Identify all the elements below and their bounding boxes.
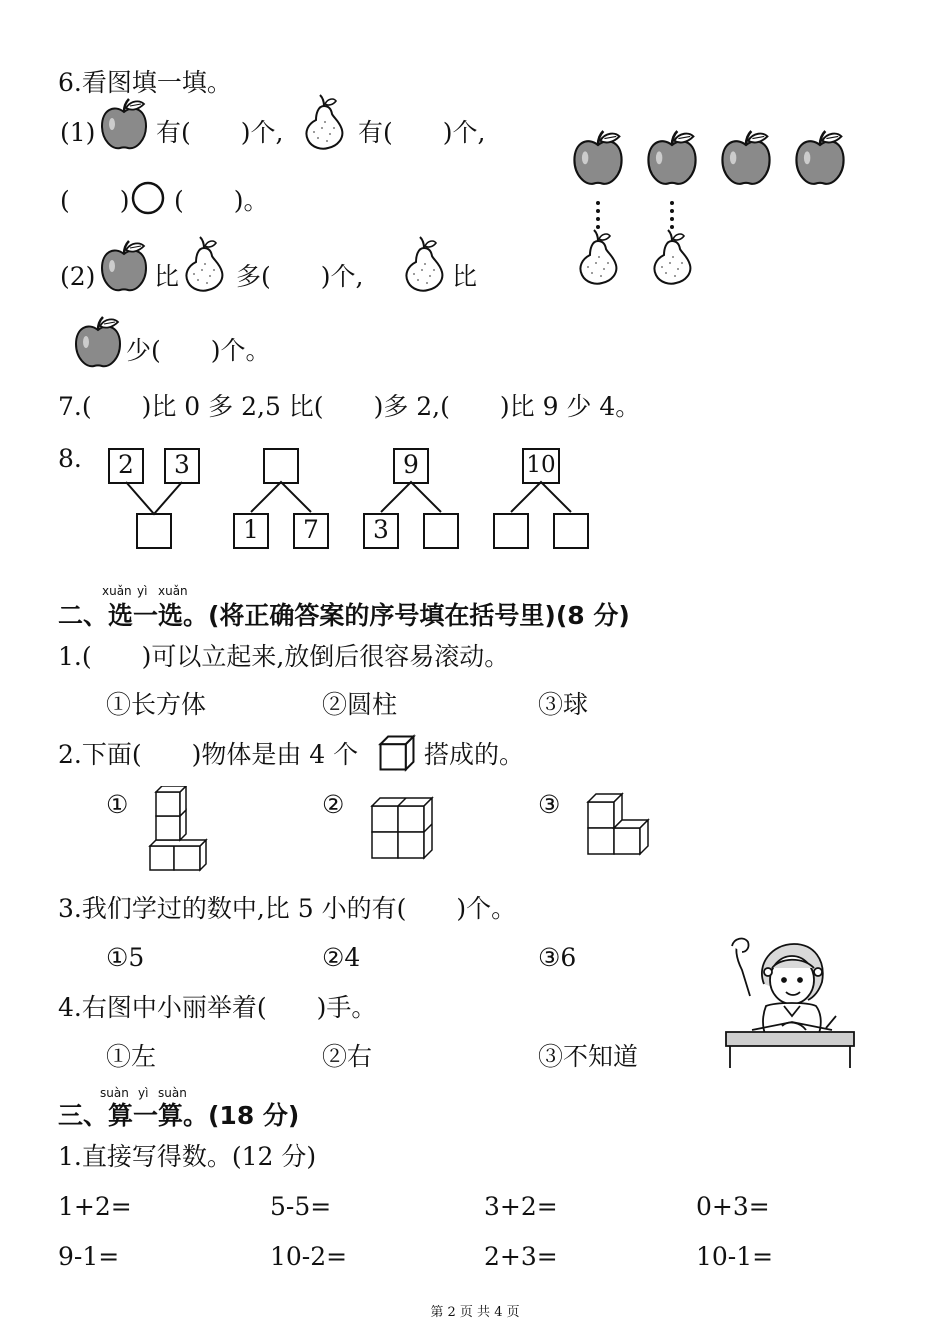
section3-heading: 三、算一算。(18 分) bbox=[58, 1101, 300, 1130]
fruit-picture bbox=[570, 130, 870, 310]
q6-p2-shao: 少( )个。 bbox=[126, 336, 271, 365]
s2-q4-option-3[interactable]: ③不知道 bbox=[538, 1042, 639, 1071]
apple-icon bbox=[792, 130, 848, 190]
compare-circle-icon bbox=[130, 180, 166, 216]
s2-q1-text: 1.( )可以立起来,放倒后很容易滚动。 bbox=[58, 642, 510, 671]
s2-q1-option-2[interactable]: ②圆柱 bbox=[322, 690, 398, 719]
s2-q4-text: 4.右图中小丽举着( )手。 bbox=[58, 993, 377, 1022]
calc-1-3[interactable]: 3+2= bbox=[484, 1192, 558, 1221]
dotted-line bbox=[668, 200, 676, 230]
pear-icon bbox=[574, 228, 622, 288]
apple-icon bbox=[570, 130, 626, 190]
girl-raising-hand-illustration bbox=[722, 936, 862, 1071]
section2-pinyin-2: yì bbox=[137, 584, 148, 598]
apple-icon bbox=[718, 130, 774, 190]
tree4-top-box: 10 bbox=[522, 448, 560, 484]
pear-icon bbox=[180, 236, 228, 294]
s2-q3-option-3[interactable]: ③6 bbox=[538, 943, 577, 972]
tree3-top-box: 9 bbox=[393, 448, 429, 484]
calc-2-3[interactable]: 2+3= bbox=[484, 1242, 558, 1271]
s2-q2-text-before: 2.下面( )物体是由 4 个 bbox=[58, 740, 359, 769]
pear-icon bbox=[648, 228, 696, 288]
s2-q2-option-2[interactable]: ② bbox=[322, 790, 345, 819]
q6-p2-bi2: 比 bbox=[452, 262, 478, 291]
calc-1-4[interactable]: 0+3= bbox=[696, 1192, 770, 1221]
tree4-left-box[interactable] bbox=[493, 513, 529, 549]
calc-2-2[interactable]: 10-2= bbox=[270, 1242, 348, 1271]
calc-1-1[interactable]: 1+2= bbox=[58, 1192, 132, 1221]
q7-text: 7.( )比 0 多 2,5 比( )多 2,( )比 9 少 4。 bbox=[58, 392, 641, 421]
s3-q1-title: 1.直接写得数。(12 分) bbox=[58, 1142, 317, 1171]
calc-2-1[interactable]: 9-1= bbox=[58, 1242, 120, 1271]
q6-title: 6.看图填一填。 bbox=[58, 68, 232, 97]
tree2-left-box: 1 bbox=[233, 513, 269, 549]
s2-q3-option-1[interactable]: ①5 bbox=[106, 943, 145, 972]
cube-stack-1-icon bbox=[146, 786, 216, 876]
s2-q1-option-1[interactable]: ①长方体 bbox=[106, 690, 207, 719]
section2-pinyin-3: xuǎn bbox=[158, 584, 188, 598]
q6-compare-left: ( ) bbox=[60, 186, 130, 215]
s2-q2-text-after: 搭成的。 bbox=[424, 740, 525, 769]
tree4-right-box[interactable] bbox=[553, 513, 589, 549]
cube-icon bbox=[378, 734, 416, 772]
tree3-right-box[interactable] bbox=[423, 513, 459, 549]
section2-heading: 二、选一选。(将正确答案的序号填在括号里)(8 分) bbox=[58, 601, 630, 630]
s2-q3-text: 3.我们学过的数中,比 5 小的有( )个。 bbox=[58, 894, 517, 923]
q6-p2-duo: 多( )个, bbox=[236, 262, 364, 291]
q6-p1-have1: 有( )个, bbox=[156, 118, 284, 147]
apple-icon bbox=[644, 130, 700, 190]
pear-icon bbox=[400, 236, 448, 294]
apple-icon bbox=[72, 316, 124, 372]
tree1-top-right-box: 3 bbox=[164, 448, 200, 484]
cube-stack-2-icon bbox=[370, 796, 440, 866]
section3-pinyin-2: yì bbox=[138, 1086, 149, 1100]
cube-stack-3-icon bbox=[586, 792, 662, 858]
q8-label: 8. bbox=[58, 444, 82, 473]
calc-2-4[interactable]: 10-1= bbox=[696, 1242, 774, 1271]
tree2-top-box[interactable] bbox=[263, 448, 299, 484]
q6-p2-prefix: (2) bbox=[60, 262, 96, 291]
s2-q2-option-1[interactable]: ① bbox=[106, 790, 129, 819]
section2-pinyin-1: xuǎn bbox=[102, 584, 132, 598]
tree1-bottom-box[interactable] bbox=[136, 513, 172, 549]
apple-icon bbox=[98, 98, 150, 154]
apple-icon bbox=[98, 240, 150, 296]
page-footer: 第 2 页 共 4 页 bbox=[430, 1305, 520, 1320]
calc-1-2[interactable]: 5-5= bbox=[270, 1192, 332, 1221]
s2-q4-option-2[interactable]: ②右 bbox=[322, 1042, 373, 1071]
s2-q2-option-3[interactable]: ③ bbox=[538, 790, 561, 819]
q6-p1-have2: 有( )个, bbox=[358, 118, 486, 147]
s2-q3-option-2[interactable]: ②4 bbox=[322, 943, 361, 972]
dotted-line bbox=[594, 200, 602, 230]
tree3-left-box: 3 bbox=[363, 513, 399, 549]
pear-icon bbox=[300, 94, 348, 152]
q6-p2-bi1: 比 bbox=[154, 262, 180, 291]
s2-q1-option-3[interactable]: ③球 bbox=[538, 690, 589, 719]
s2-q4-option-1[interactable]: ①左 bbox=[106, 1042, 157, 1071]
section3-pinyin-3: suàn bbox=[158, 1086, 187, 1100]
tree1-top-left-box: 2 bbox=[108, 448, 144, 484]
tree2-right-box: 7 bbox=[293, 513, 329, 549]
q6-compare-right: ( )。 bbox=[174, 186, 269, 215]
section3-pinyin-1: suàn bbox=[100, 1086, 129, 1100]
q6-p1-prefix: (1) bbox=[60, 118, 96, 147]
